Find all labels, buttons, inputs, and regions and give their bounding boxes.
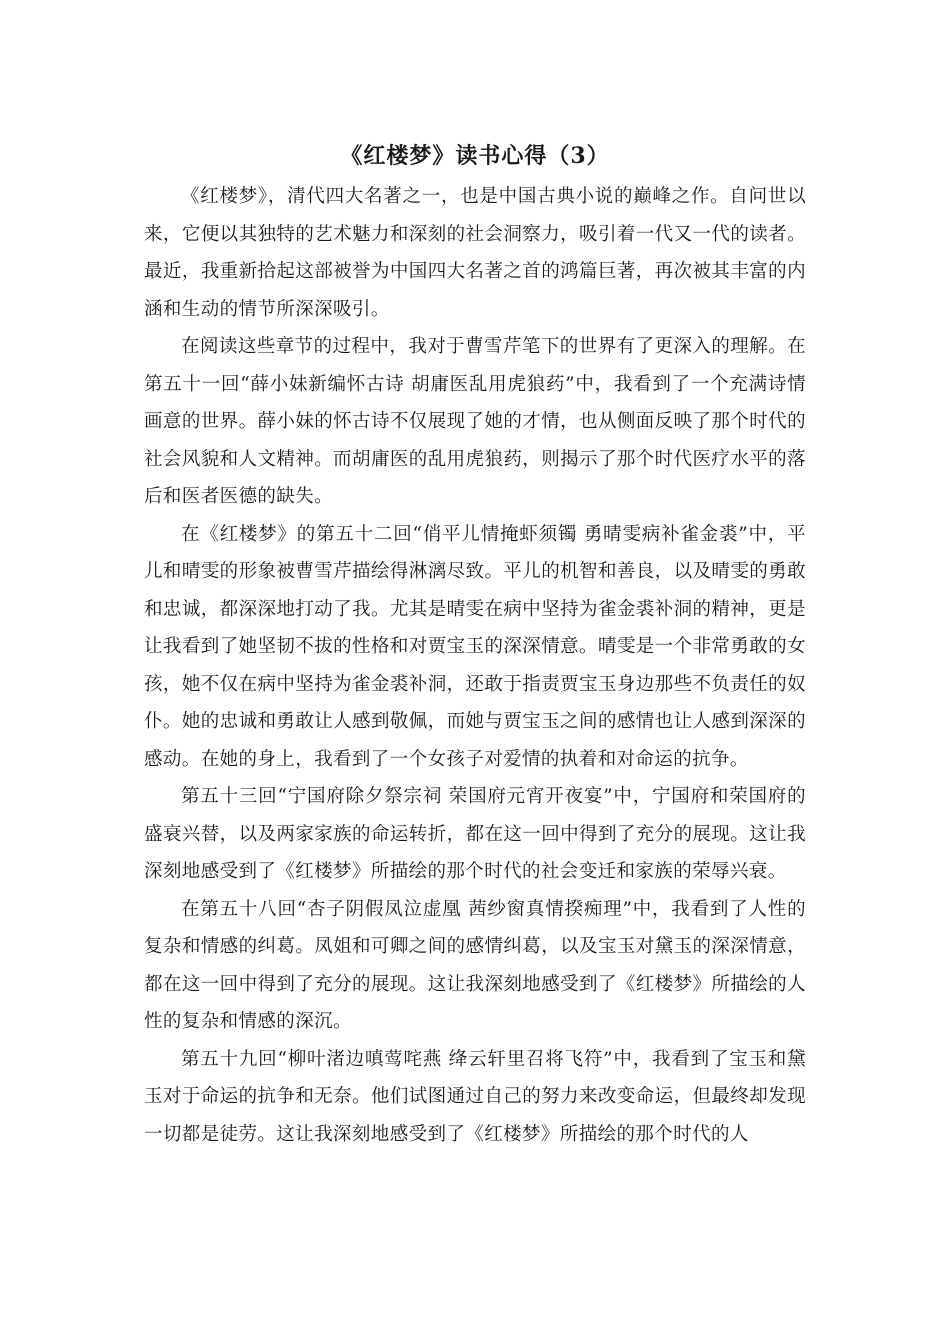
paragraph-chapter-53: 第五十三回“宁国府除夕祭宗祠 荣国府元宵开夜宴”中，宁国府和荣国府的盛衰兴替，以及两家家族的命运转折，都在这一回中得到了充分的展现。这让我深刻地感受到了《红楼梦》所描绘的那个时代的社会变迁和家族的荣辱兴衰。: [144, 786, 806, 882]
document-title: 《红楼梦》读书心得（3）: [340, 142, 610, 169]
document-body: [144, 178, 806, 1153]
paragraph-intro: 《红楼梦》，清代四大名著之一，也是中国古典小说的巅峰之作。自问世以来，它便以其独特的艺术魅力和深刻的社会洞察力，吸引着一代又一代的读者。最近，我重新拾起这部被誉为中国四大名著之首的鸿篇巨著，再次被其丰富的内涵和生动的情节所深深吸引。: [144, 186, 806, 320]
paragraph-chapter-58: 在第五十八回“杏子阴假凤泣虚凰 茜纱窗真情揆痴理”中，我看到了人性的复杂和情感的纠葛。凤姐和可卿之间的感情纠葛，以及宝玉对黛玉的深深情意，都在这一回中得到了充分的展现。这让我深刻地感受到了《红楼梦》所描绘的人性的复杂和情感的深沉。: [144, 898, 806, 1032]
paragraph-chapter-51: 在阅读这些章节的过程中，我对于曹雪芹笔下的世界有了更深入的理解。在第五十一回“薛小妹新编怀古诗 胡庸医乱用虎狼药”中，我看到了一个充满诗情画意的世界。薛小妹的怀古诗不仅展现了她的才情，也从侧面反映了那个时代的社会风貌和人文精神。而胡庸医的乱用虎狼药，则揭示了那个时代医疗水平的落后和医者医德的缺失。: [144, 336, 806, 507]
paragraph-chapter-52: 在《红楼梦》的第五十二回“俏平儿情掩虾须镯 勇晴雯病补雀金裘”中，平儿和晴雯的形象被曹雪芹描绘得淋漓尽致。平儿的机智和善良，以及晴雯的勇敢和忠诚，都深深地打动了我。尤其是晴雯在病中坚持为雀金裘补洞的精神，更是让我看到了她坚韧不拔的性格和对贾宝玉的深深情意。晴雯是一个非常勇敢的女孩，她不仅在病中坚持为雀金裘补洞，还敢于指责贾宝玉身边那些不负责任的奴仆。她的忠诚和勇敢让人感到敬佩，而她与贾宝玉之间的感情也让人感到深深的感动。在她的身上，我看到了一个女孩子对爱情的执着和对命运的抗争。: [144, 523, 806, 770]
paragraph-chapter-59: 第五十九回“柳叶渚边嗔莺咤燕 绛云轩里召将飞符”中，我看到了宝玉和黛玉对于命运的抗争和无奈。他们试图通过自己的努力来改变命运，但最终却发现一切都是徒劳。这让我深刻地感受到了《红楼梦》所描绘的那个时代的人: [144, 1048, 806, 1145]
